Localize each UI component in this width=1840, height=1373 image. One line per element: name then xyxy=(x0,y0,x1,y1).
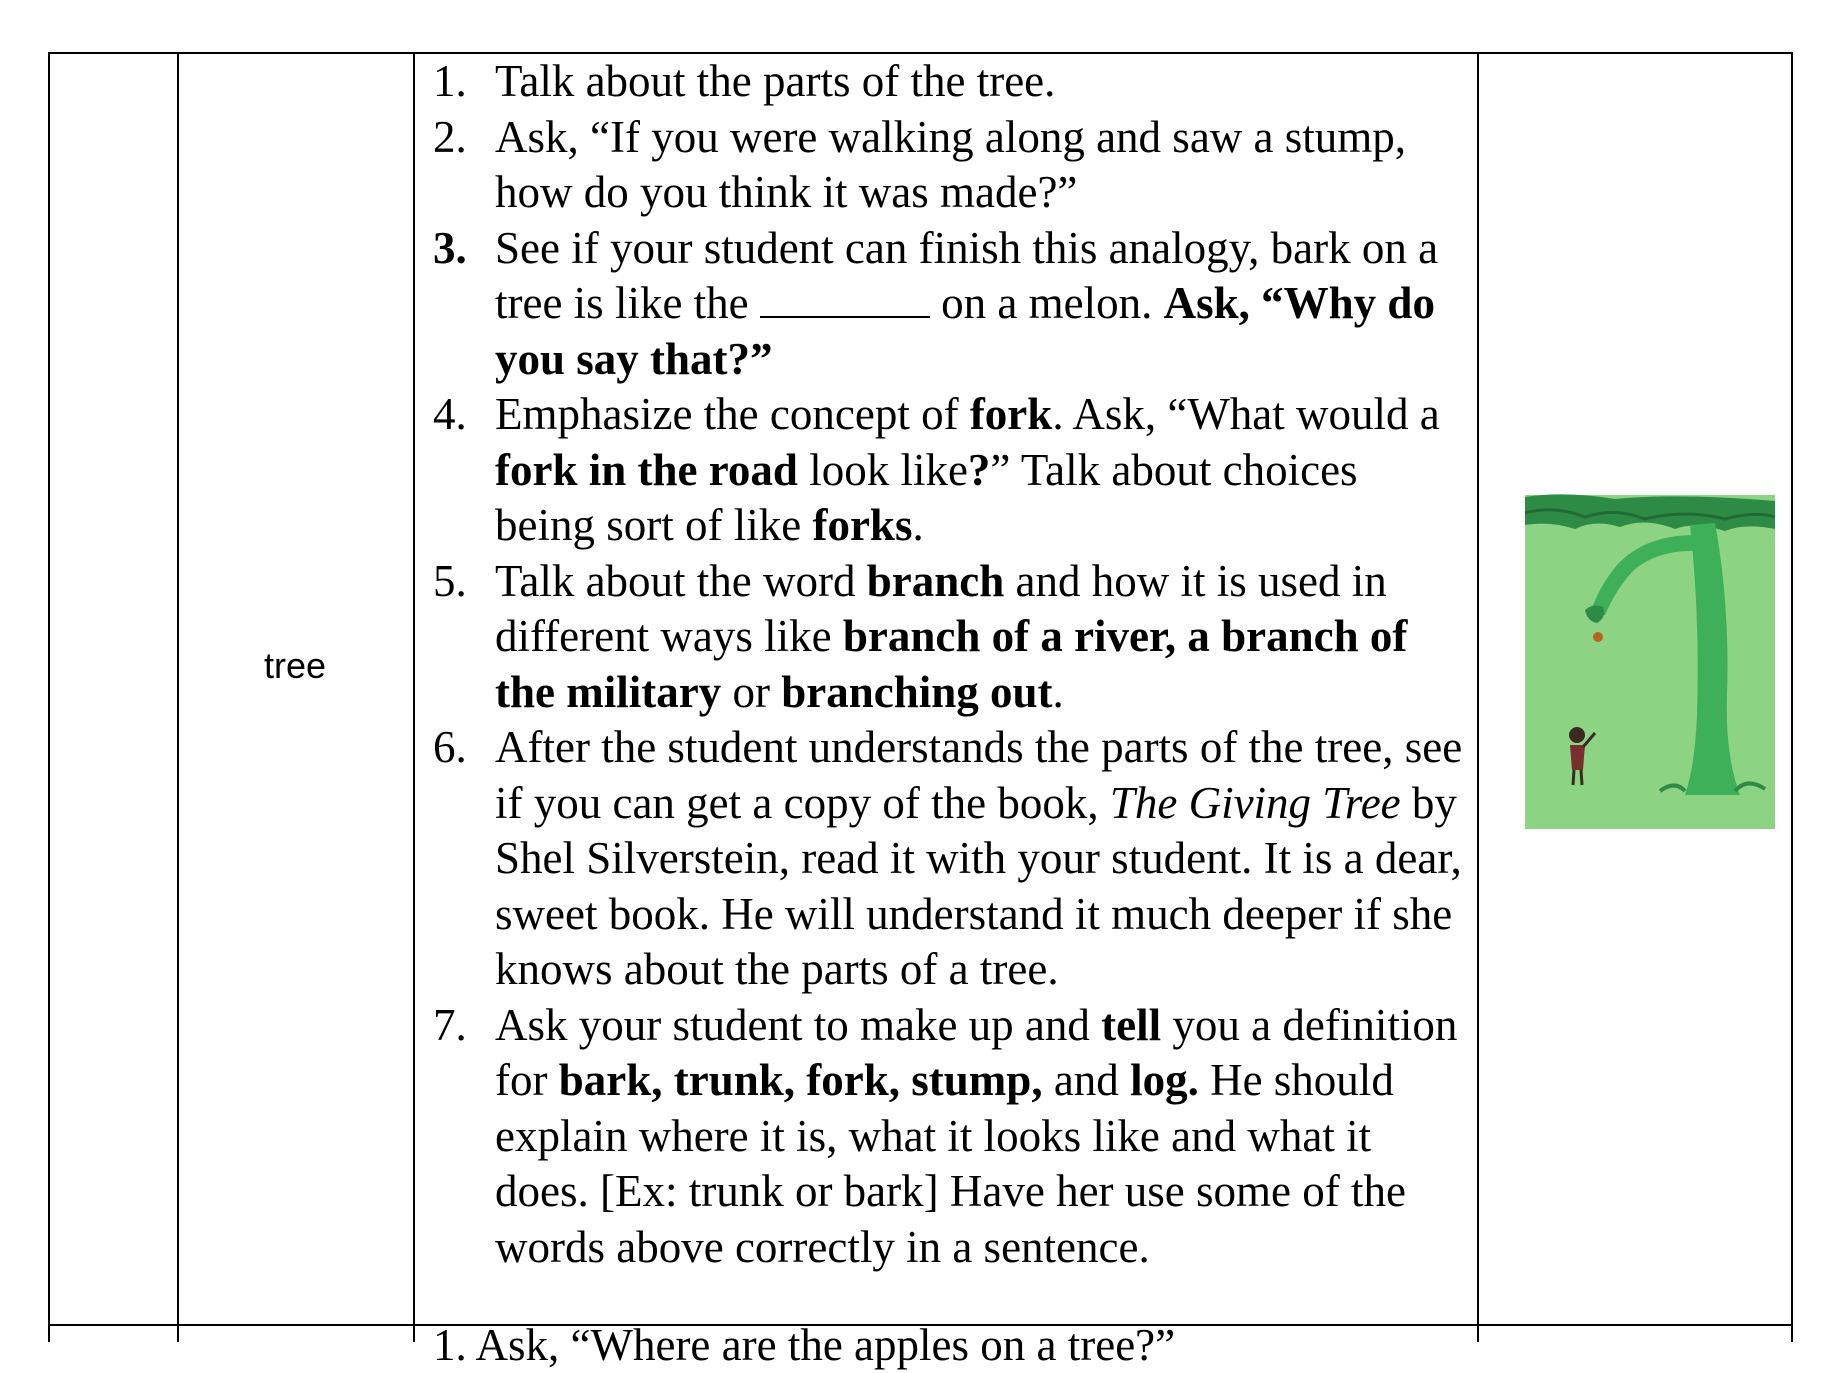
step-text: The Giving Tree xyxy=(1109,777,1401,828)
step-text: Ask, “Why do you say that?” xyxy=(495,278,1435,384)
table-left-border xyxy=(48,52,50,1342)
column-divider-3 xyxy=(1477,52,1479,1342)
step-text: Emphasize the concept of xyxy=(495,389,970,439)
step-text: you a definition for xyxy=(495,999,1458,1105)
next-row-text: 1. Ask, “Where are the apples on a tree?” xyxy=(433,1320,1176,1370)
step-number: 3. xyxy=(433,222,467,273)
step-text: fork xyxy=(969,389,1053,439)
step-text: branch xyxy=(866,555,1005,606)
instruction-list xyxy=(433,54,1463,1275)
step-text: forks xyxy=(812,500,913,550)
step-text: He should explain where it is, what it looks like and what it does. [Ex: trunk or bark] Have her use some of the words above correctly in a sentence. xyxy=(495,1055,1406,1272)
step-number: 1. xyxy=(433,56,467,106)
step-text: on a melon. xyxy=(929,278,1164,328)
step-text: Talk about the parts of the tree. xyxy=(495,56,1056,106)
step-text: tell xyxy=(1101,999,1162,1050)
step-number: 6. xyxy=(433,722,467,772)
step-number: 4. xyxy=(433,389,467,439)
step-text: fork in the road xyxy=(495,444,798,495)
step-text: bark, trunk, fork, stump, xyxy=(558,1055,1043,1105)
step-text: or xyxy=(721,666,782,717)
step-text: . Ask, “What would a xyxy=(1052,389,1440,439)
step-text: Ask your student to make up and xyxy=(495,999,1102,1050)
step-text: Talk about the word xyxy=(495,555,867,606)
instruction-step xyxy=(433,998,1463,1276)
step-number: 2. xyxy=(433,111,467,162)
fill-in-blank xyxy=(760,280,930,318)
step-text: look like xyxy=(797,444,968,495)
step-number: 7. xyxy=(433,999,467,1050)
step-text: Ask, “If you were walking along and saw a stump, how do you think it was made?” xyxy=(495,111,1407,217)
step-text: After the student understands the parts of the tree, see if you can get a copy of the book, xyxy=(495,722,1463,828)
tree-drawing xyxy=(1525,495,1775,829)
step-text: . xyxy=(912,500,924,550)
step-text: branch of a river, a branch of the military xyxy=(495,611,1408,717)
step-text: . xyxy=(1052,666,1064,717)
step-text: See if your student can finish this analogy, bark on a tree is like the xyxy=(495,222,1439,328)
step-text: and how it is used in different ways like xyxy=(495,555,1387,661)
column-divider-1 xyxy=(177,52,179,1342)
instruction-step xyxy=(433,720,1463,998)
instruction-step xyxy=(433,110,1463,221)
table-right-border xyxy=(1791,52,1793,1342)
instruction-step xyxy=(433,554,1463,721)
instruction-step xyxy=(433,387,1463,554)
step-text: ” Talk about choices being sort of like xyxy=(495,444,1358,550)
step-text: ? xyxy=(967,444,991,495)
step-text: and xyxy=(1042,1055,1131,1105)
step-text: by Shel Silverstein, read it with your student. It is a dear, sweet book. He will understand it much deeper if she knows about the parts of a tree. xyxy=(495,777,1462,994)
step-text: log. xyxy=(1130,1055,1199,1105)
vocabulary-word: tree xyxy=(264,645,327,686)
giving-tree-illustration xyxy=(1525,495,1775,829)
instruction-step xyxy=(433,54,1463,110)
instruction-step xyxy=(433,221,1463,388)
step-number: 5. xyxy=(433,555,467,606)
column-divider-2 xyxy=(413,52,415,1342)
step-text: branching out xyxy=(781,666,1053,717)
